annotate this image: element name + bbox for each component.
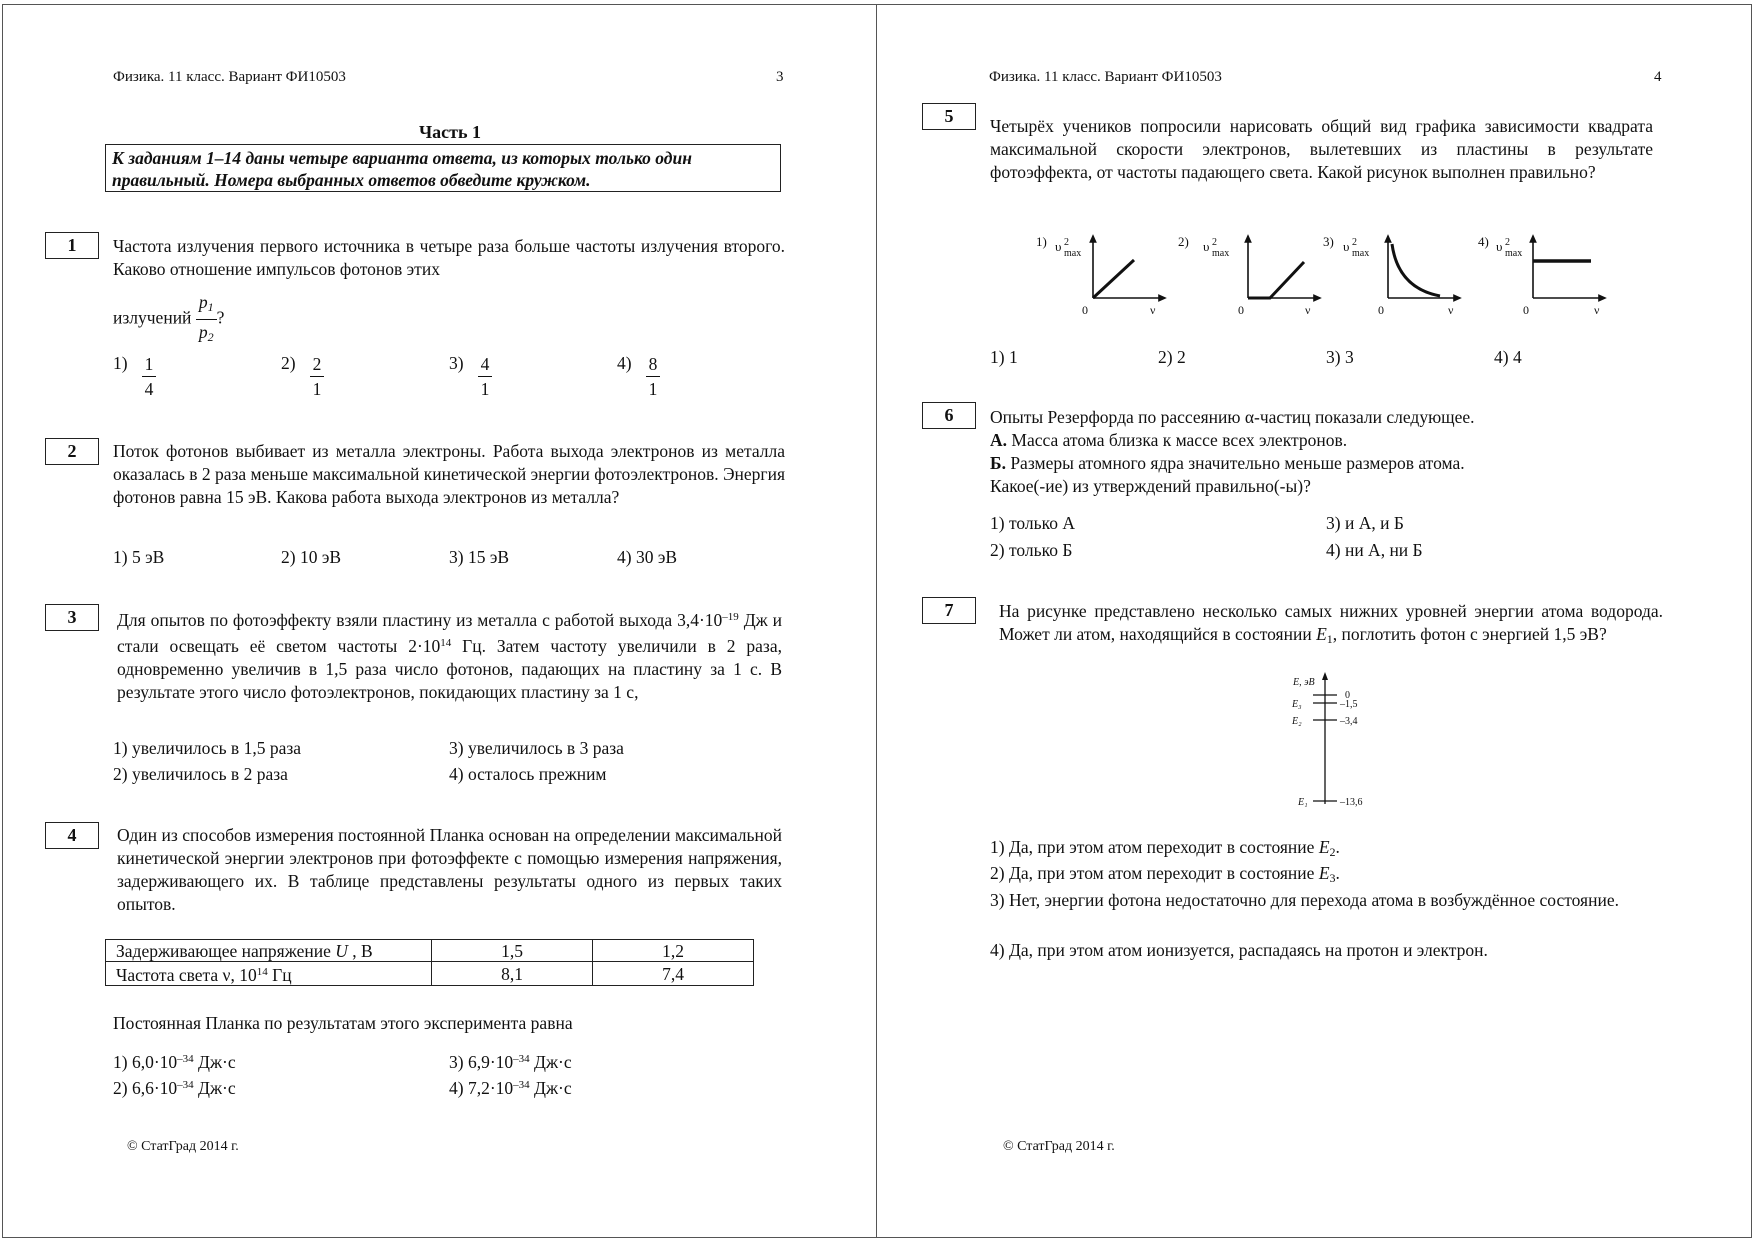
question-2-text: Поток фотонов выбивает из металла электроны. Работа выхода электронов из металла оказалась в 2 раза меньше максимальной кинетической энергии фотоэлектронов. Энергия фотонов равна 15 эВ. Какова работа выхода электронов из металла?	[113, 441, 786, 507]
question-number-6: 6	[922, 402, 976, 429]
option-4-4[interactable]: 4) $7,2\cdot 10^{-34}$ Дж·с	[449, 1078, 572, 1098]
svg-text:3): 3)	[1323, 234, 1334, 249]
level-e1-name: E₁	[1298, 797, 1308, 808]
option-4-2[interactable]: 2) $6,6\cdot 10^{-34}$ Дж·с	[113, 1078, 236, 1098]
svg-text:υ: υ	[1496, 239, 1503, 254]
header-title-left: Физика. 11 класс. Вариант ФИ10503	[113, 69, 346, 85]
option-7-4[interactable]: 4) Да, при этом атом ионизуется, распадаясь на протон и электрон.	[990, 940, 1488, 960]
energy-axis-label: E, эВ	[1293, 677, 1315, 688]
question-1-text: Частота излучения первого источника в четыре раза больше частоты излучения второго. Каково отношение импульсов фотонов этих	[113, 236, 785, 279]
svg-text:ν: ν	[1305, 303, 1311, 317]
option-3-4[interactable]: 4) осталось прежним	[449, 764, 607, 784]
graph-4	[1478, 234, 1603, 317]
page-number-left: 3	[776, 69, 784, 85]
footer-right: © СтатГрад 2014 г.	[1003, 1139, 1115, 1154]
question-number-2: 2	[45, 438, 99, 465]
option-5-2[interactable]: 2) 2	[1158, 347, 1186, 367]
option-6-3[interactable]: 3) и А, и Б	[1326, 513, 1404, 533]
table-cell: 8,1	[432, 962, 593, 986]
svg-text:0: 0	[1238, 303, 1244, 317]
momentum-ratio: $\frac{p_1}{p_2}$	[196, 290, 217, 349]
graph-1	[1036, 234, 1163, 317]
svg-text:4): 4)	[1478, 234, 1489, 249]
svg-text:max: max	[1212, 248, 1230, 259]
option-4-1[interactable]: 1) $6,0\cdot 10^{-34}$ Дж·с	[113, 1052, 236, 1072]
option-1-2[interactable]: 2) $\frac{2}{1}$	[281, 352, 324, 401]
svg-text:max: max	[1352, 248, 1370, 259]
option-5-3[interactable]: 3) 3	[1326, 347, 1354, 367]
option-4-3[interactable]: 3) $6,9\cdot 10^{-34}$ Дж·с	[449, 1052, 572, 1072]
question-3-text: Для опытов по фотоэффекту взяли пластину из металла с работой выхода $3,4\cdot 10^{-19}$ Дж и стали освещать её светом частоты $2\cdot 10^{14}$ Гц. Затем частоту увеличили в 2 раза, одновременно увеличив в 1,5 раза число фотонов, падающих на пластину за 1 с. В результате этого число фотоэлектронов, покидающих пластину за 1 с,	[117, 610, 782, 702]
svg-text:0: 0	[1378, 303, 1384, 317]
table-cell: Частота света ν, $10^{14}$ Гц	[106, 962, 432, 986]
question-number-7: 7	[922, 597, 976, 624]
table-cell: 1,2	[593, 940, 754, 962]
option-6-2[interactable]: 2) только Б	[990, 540, 1073, 560]
graph-2	[1178, 234, 1318, 317]
svg-text:2: 2	[1212, 237, 1217, 248]
question-4-prompt: Постоянная Планка по результатам этого эксперимента равна	[113, 1013, 573, 1033]
question-7-text: На рисунке представлено несколько самых нижних уровней энергии атома водорода. Может ли атом, находящийся в состоянии $E_1$, поглотить фотон с энергией 1,5 эВ?	[999, 601, 1663, 646]
level-0-value: 0	[1345, 690, 1350, 701]
question-number-4: 4	[45, 822, 99, 849]
svg-text:2: 2	[1352, 237, 1357, 248]
svg-text:ν: ν	[1150, 303, 1156, 317]
svg-text:1): 1)	[1036, 234, 1047, 249]
data-table	[105, 939, 754, 986]
option-2-4[interactable]: 4) 30 эВ	[617, 547, 678, 567]
svg-text:0: 0	[1523, 303, 1529, 317]
level-e2-value: –3,4	[1340, 716, 1358, 727]
question-number-1: 1	[45, 232, 99, 259]
question-1-text-end: излучений $\frac{p_1}{p_2}$ ?	[113, 290, 224, 349]
svg-text:υ: υ	[1055, 239, 1062, 254]
option-3-1[interactable]: 1) увеличилось в 1,5 раза	[113, 738, 302, 758]
option-2-2[interactable]: 2) 10 эВ	[281, 547, 342, 567]
svg-text:ν: ν	[1448, 303, 1454, 317]
energy-level-diagram	[1280, 668, 1400, 810]
table-row	[106, 940, 754, 962]
svg-text:max: max	[1505, 248, 1523, 259]
svg-text:υ: υ	[1343, 239, 1350, 254]
option-2-3[interactable]: 3) 15 эВ	[449, 547, 510, 567]
option-6-4[interactable]: 4) ни А, ни Б	[1326, 540, 1423, 560]
graphs-svg	[1028, 226, 1628, 326]
svg-text:2: 2	[1505, 237, 1510, 248]
question-number-3: 3	[45, 604, 99, 631]
header-title-right: Физика. 11 класс. Вариант ФИ10503	[989, 69, 1222, 85]
level-e3-value: –1,5	[1340, 699, 1358, 710]
level-e3-name: E₃	[1292, 699, 1302, 710]
option-3-3[interactable]: 3) увеличилось в 3 раза	[449, 738, 624, 758]
option-1-4[interactable]: 4) $\frac{8}{1}$	[617, 352, 660, 401]
svg-text:υ: υ	[1203, 239, 1210, 254]
svg-text:max: max	[1064, 248, 1082, 259]
svg-text:2: 2	[1064, 237, 1069, 248]
option-6-1[interactable]: 1) только А	[990, 513, 1075, 533]
footer-left: © СтатГрад 2014 г.	[127, 1139, 239, 1154]
question-number-5: 5	[922, 103, 976, 130]
svg-text:0: 0	[1082, 303, 1088, 317]
option-3-2[interactable]: 2) увеличилось в 2 раза	[113, 764, 288, 784]
question-4-text: Один из способов измерения постоянной Планка основан на определении максимальной кинетической энергии электронов при фотоэффекте с помощью измерения напряжения, задерживающего их. В таблице представлены результаты одного из первых таких опытов.	[117, 825, 782, 914]
part-title: Часть 1	[418, 122, 482, 142]
page-number-right: 4	[1654, 69, 1662, 85]
option-7-1[interactable]: 1) Да, при этом атом переходит в состояние $E_2$.	[990, 837, 1340, 859]
option-2-1[interactable]: 1) 5 эВ	[113, 547, 165, 567]
table-cell: 1,5	[432, 940, 593, 962]
graph-3	[1323, 234, 1458, 317]
table-cell: 7,4	[593, 962, 754, 986]
option-1-3[interactable]: 3) $\frac{4}{1}$	[449, 352, 492, 401]
question-6-text: Опыты Резерфорда по рассеянию α-частиц показали следующее. А. Масса атома близка к массе всех электронов. Б. Размеры атомного ядра значительно меньше размеров атома. Какое(-ие) из утверждений правильно(-ы)?	[990, 407, 1475, 496]
svg-text:2): 2)	[1178, 234, 1189, 249]
table-cell: Задерживающее напряжение U , В	[106, 940, 432, 962]
option-5-1[interactable]: 1) 1	[990, 347, 1018, 367]
instructions-box: К заданиям 1–14 даны четыре варианта ответа, из которых только один правильный. Номера выбранных ответов обведите кружком.	[105, 144, 781, 192]
question-1-options	[113, 352, 793, 412]
option-5-4[interactable]: 4) 4	[1494, 347, 1522, 367]
page-divider	[876, 4, 877, 1237]
level-e1-value: –13,6	[1340, 797, 1363, 808]
level-e2-name: E₂	[1292, 716, 1302, 727]
option-1-1[interactable]: 1) $\frac{1}{4}$	[113, 352, 156, 401]
question-5-text: Четырёх учеников попросили нарисовать общий вид графика зависимости квадрата максимальной скорости электронов, вылетевших из пластины в результате фотоэффекта, от частоты падающего света. Какой рисунок выполнен правильно?	[990, 116, 1653, 182]
option-7-3[interactable]: 3) Нет, энергии фотона недостаточно для перехода атома в возбуждённое состояние.	[990, 890, 1619, 910]
table-row	[106, 962, 754, 986]
svg-text:ν: ν	[1594, 303, 1600, 317]
option-7-2[interactable]: 2) Да, при этом атом переходит в состояние $E_3$.	[990, 863, 1340, 885]
